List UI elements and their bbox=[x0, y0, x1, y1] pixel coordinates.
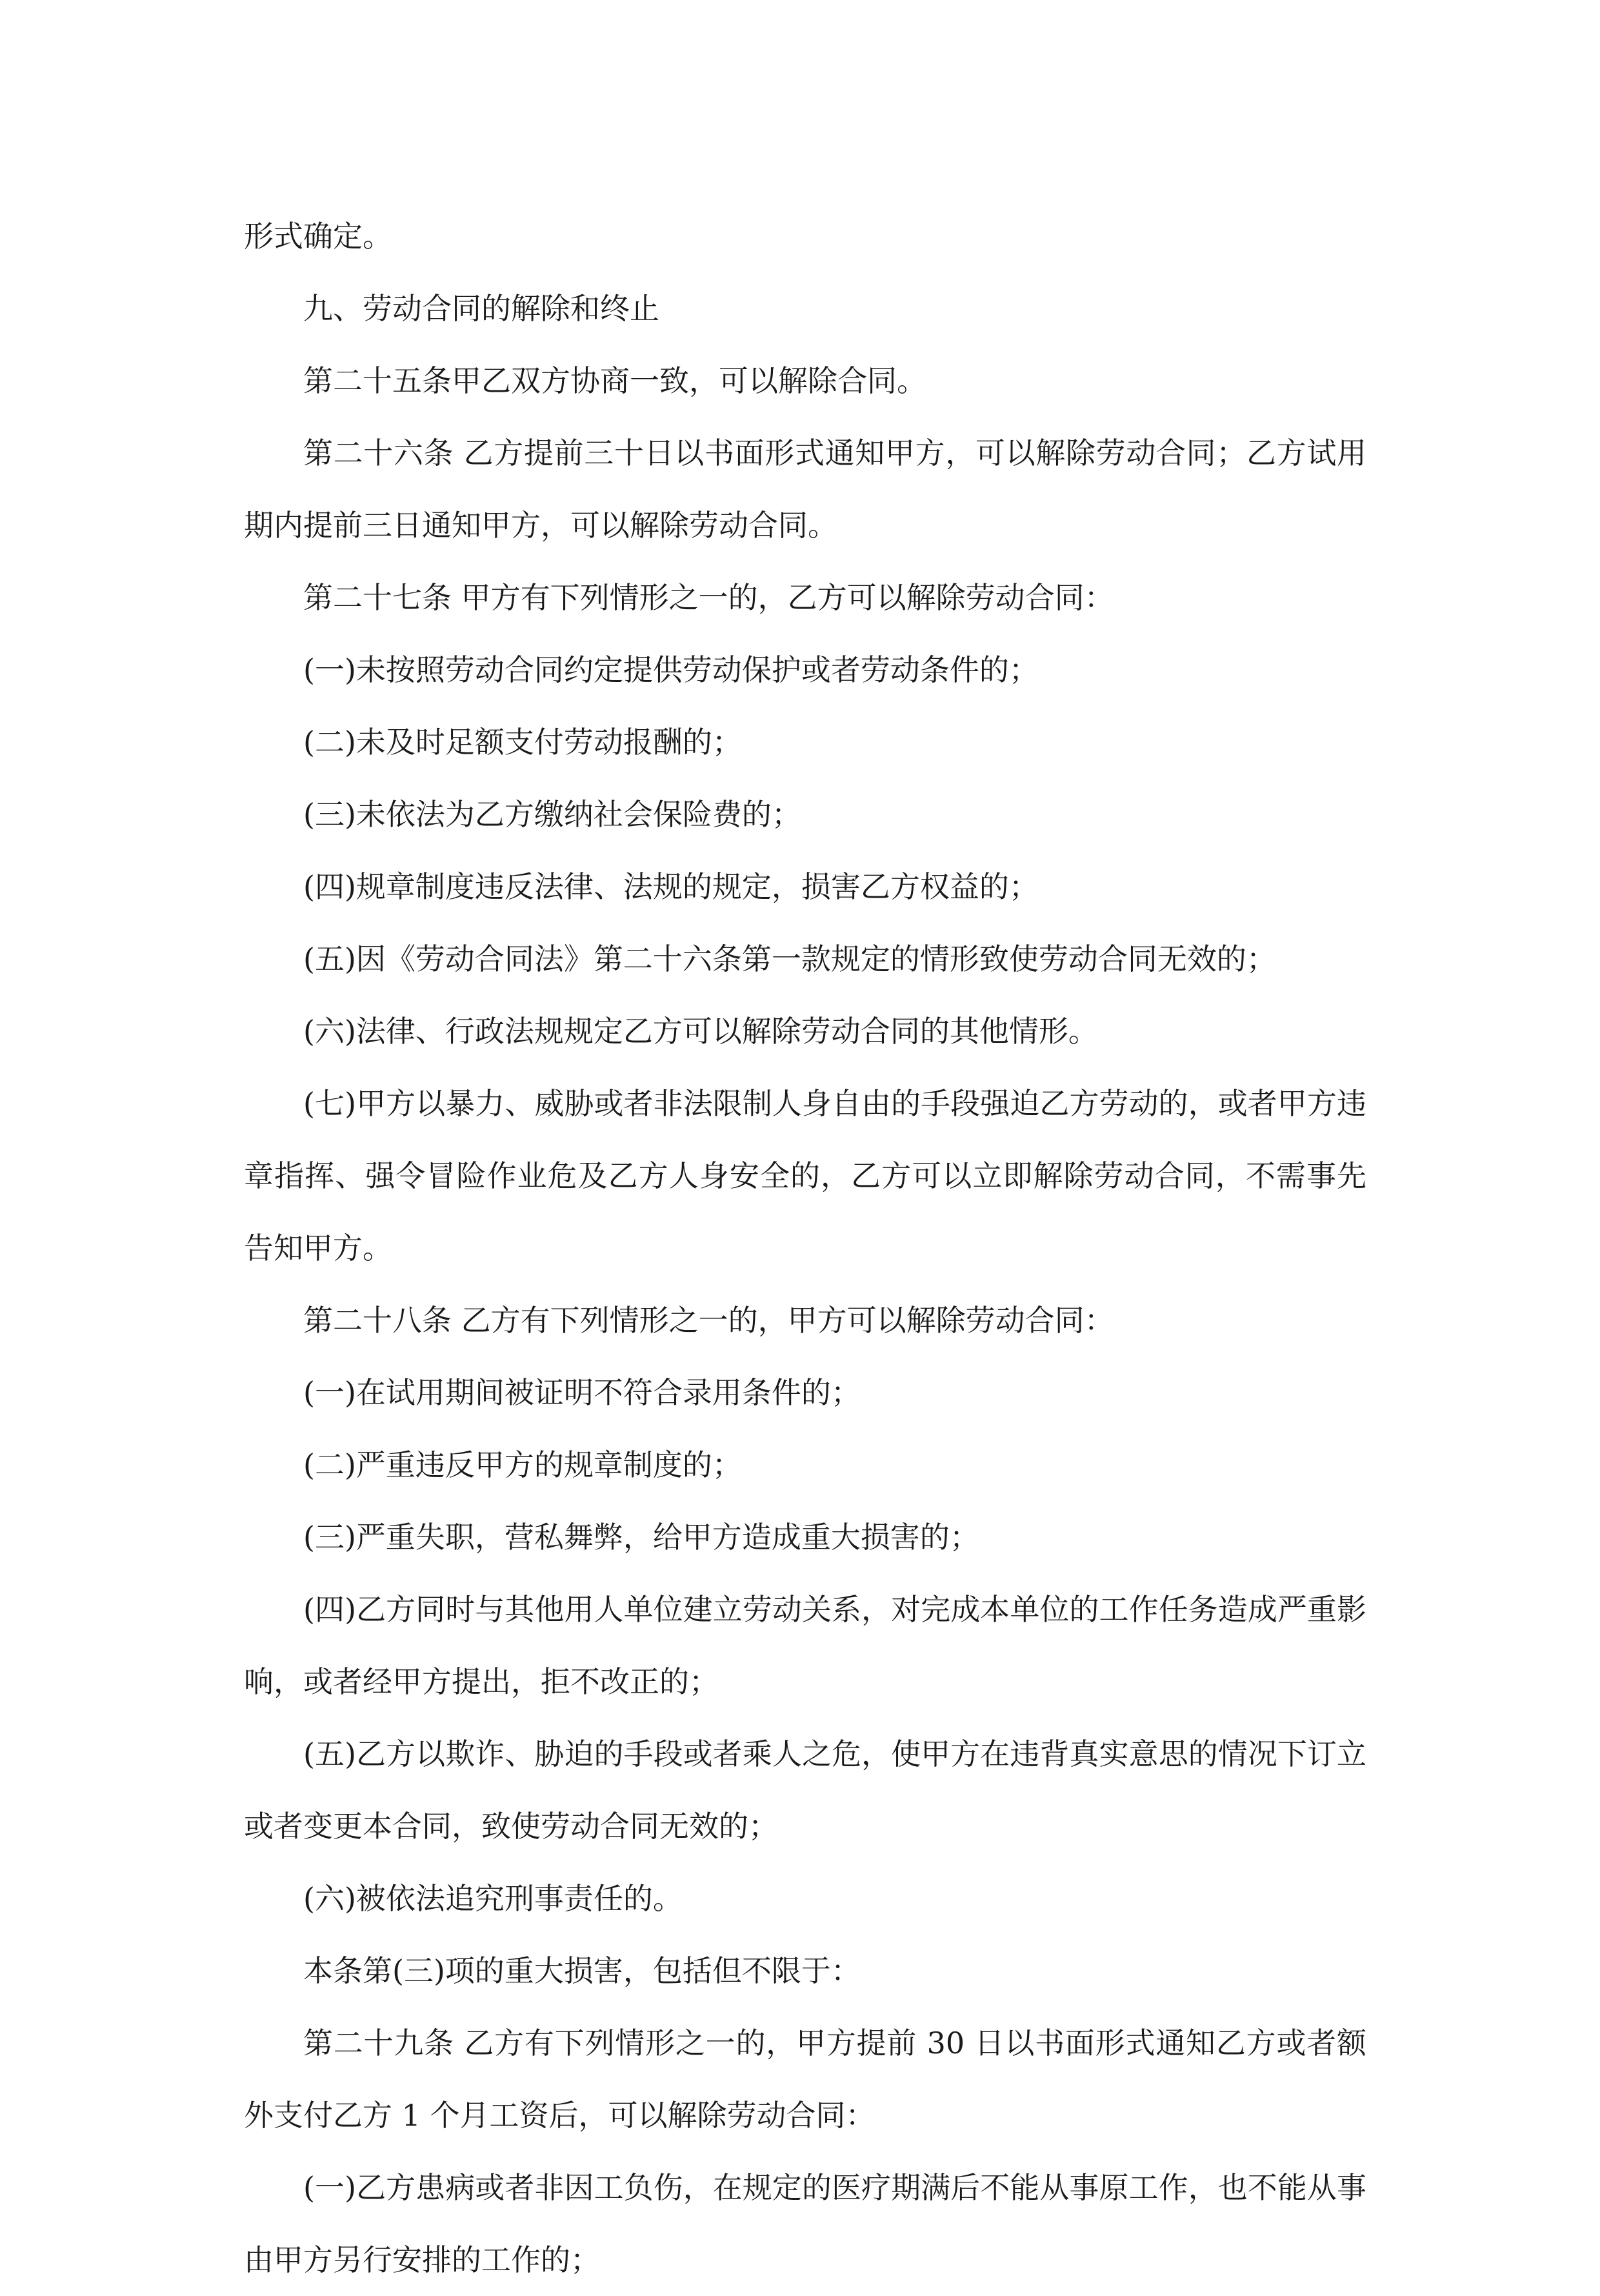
article-27-item-7: (七)甲方以暴力、威胁或者非法限制人身自由的手段强迫乙方劳动的，或者甲方违章指挥、强令冒险作业危及乙方人身安全的，乙方可以立即解除劳动合同，不需事先告知甲方。 bbox=[244, 1086, 1366, 1265]
article-27-item-5: (五)因《劳动合同法》第二十六条第一款规定的情形致使劳动合同无效的； bbox=[303, 942, 1276, 976]
paragraph: 形式确定。 bbox=[244, 219, 392, 254]
article-28-item-1: (一)在试用期间被证明不符合录用条件的； bbox=[303, 1375, 861, 1410]
article-28-item-2: (二)严重违反甲方的规章制度的； bbox=[303, 1447, 742, 1482]
article-25: 第二十五条甲乙双方协商一致，可以解除合同。 bbox=[303, 363, 926, 398]
article-27-item-4: (四)规章制度违反法律、法规的规定，损害乙方权益的； bbox=[303, 869, 1039, 904]
article-28-item-6: (六)被依法追究刑事责任的。 bbox=[303, 1881, 683, 1916]
document-body bbox=[244, 200, 1366, 2296]
article-28: 第二十八条 乙方有下列情形之一的，甲方可以解除劳动合同： bbox=[303, 1303, 1114, 1338]
article-27-item-1: (一)未按照劳动合同约定提供劳动保护或者劳动条件的； bbox=[303, 652, 1039, 687]
article-27: 第二十七条 甲方有下列情形之一的，乙方可以解除劳动合同： bbox=[303, 580, 1114, 615]
article-28-item-5: (五)乙方以欺诈、胁迫的手段或者乘人之危，使甲方在违背真实意思的情况下订立或者变更本合同，致使劳动合同无效的； bbox=[244, 1737, 1366, 1844]
article-28-note: 本条第(三)项的重大损害，包括但不限于： bbox=[303, 1953, 861, 1988]
article-29-item-1: (一)乙方患病或者非因工负伤，在规定的医疗期满后不能从事原工作，也不能从事由甲方另行安排的工作的； bbox=[244, 2170, 1366, 2277]
article-27-item-3: (三)未依法为乙方缴纳社会保险费的； bbox=[303, 797, 801, 832]
article-26: 第二十六条 乙方提前三十日以书面形式通知甲方，可以解除劳动合同；乙方试用期内提前三日通知甲方，可以解除劳动合同。 bbox=[244, 436, 1366, 543]
article-27-item-6: (六)法律、行政法规规定乙方可以解除劳动合同的其他情形。 bbox=[303, 1014, 1098, 1049]
article-28-item-4: (四)乙方同时与其他用人单位建立劳动关系，对完成本单位的工作任务造成严重影响，或者经甲方提出，拒不改正的； bbox=[244, 1592, 1366, 1699]
article-29: 第二十九条 乙方有下列情形之一的，甲方提前 30 日以书面形式通知乙方或者额外支付乙方 1 个月工资后，可以解除劳动合同： bbox=[244, 2026, 1366, 2133]
article-28-item-3: (三)严重失职，营私舞弊，给甲方造成重大损害的； bbox=[303, 1520, 979, 1555]
section-heading: 九、劳动合同的解除和终止 bbox=[303, 291, 659, 326]
article-27-item-2: (二)未及时足额支付劳动报酬的； bbox=[303, 725, 742, 760]
